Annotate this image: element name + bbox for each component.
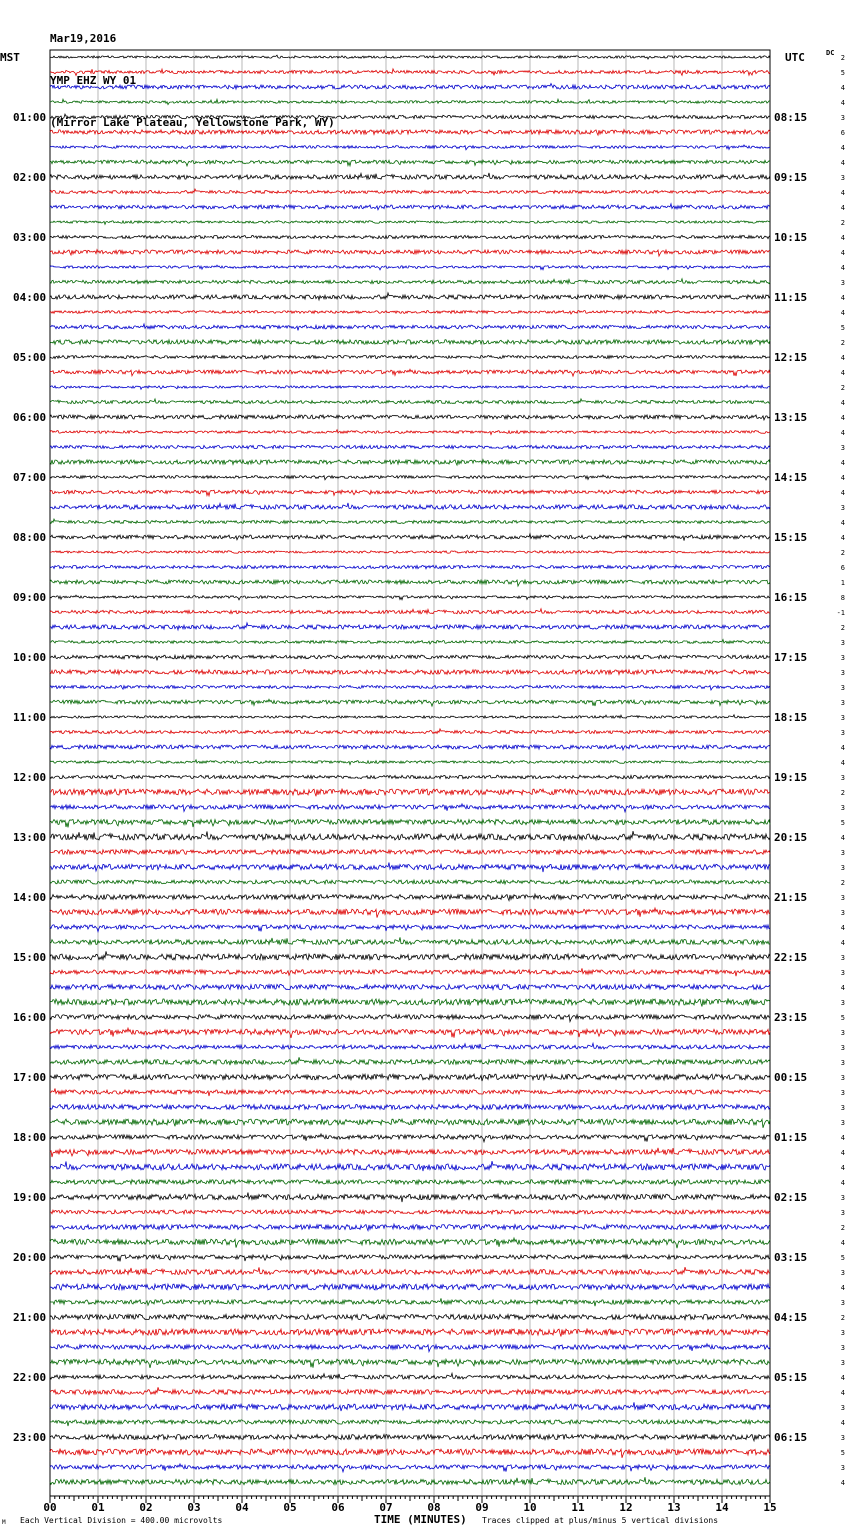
trace-17 bbox=[50, 311, 770, 314]
left-hour-label: 21:00 bbox=[13, 1311, 47, 1324]
trace-52 bbox=[50, 831, 770, 841]
left-hour-label: 15:00 bbox=[13, 951, 47, 964]
dc-offset-labels bbox=[837, 54, 845, 1487]
trace-74 bbox=[50, 1161, 770, 1171]
right-hour-label: 16:15 bbox=[774, 591, 808, 604]
trace-34 bbox=[50, 565, 770, 569]
dc-offset: 3 bbox=[840, 654, 845, 662]
x-tick-label: 07 bbox=[379, 1501, 393, 1514]
trace-12 bbox=[50, 235, 770, 238]
trace-31 bbox=[50, 519, 770, 523]
dc-offset: 3 bbox=[840, 504, 845, 512]
dc-offset: 4 bbox=[840, 429, 845, 437]
dc-offset: 3 bbox=[840, 1074, 845, 1082]
left-hour-label: 11:00 bbox=[13, 711, 47, 724]
x-tick-label: 09 bbox=[475, 1501, 489, 1514]
trace-43 bbox=[50, 699, 770, 706]
dc-offset: 3 bbox=[840, 954, 845, 962]
trace-51 bbox=[50, 819, 770, 827]
trace-47 bbox=[50, 760, 770, 765]
trace-24 bbox=[50, 415, 770, 420]
trace-68 bbox=[50, 1074, 770, 1081]
seismic-traces bbox=[50, 55, 770, 1484]
right-timezone: UTC bbox=[785, 51, 805, 64]
trace-33 bbox=[50, 551, 770, 553]
left-hour-label: 03:00 bbox=[13, 231, 47, 244]
dc-offset: 4 bbox=[840, 1149, 845, 1157]
trace-38 bbox=[50, 623, 770, 630]
dc-offset: 2 bbox=[840, 789, 845, 797]
dc-offset: 3 bbox=[840, 774, 845, 782]
trace-93 bbox=[50, 1449, 770, 1458]
dc-offset: 2 bbox=[840, 339, 845, 347]
trace-45 bbox=[50, 729, 770, 734]
dc-offset: 3 bbox=[840, 174, 845, 182]
left-hour-label: 13:00 bbox=[13, 831, 47, 844]
left-hour-label: 17:00 bbox=[13, 1071, 47, 1084]
dc-offset: 4 bbox=[840, 534, 845, 542]
dc-offset: 2 bbox=[840, 384, 845, 392]
trace-83 bbox=[50, 1298, 770, 1306]
dc-offset: 3 bbox=[840, 894, 845, 902]
dc-offset: 3 bbox=[840, 999, 845, 1007]
right-hour-label: 06:15 bbox=[774, 1431, 808, 1444]
left-timezone: MST bbox=[0, 51, 20, 64]
trace-64 bbox=[50, 1015, 770, 1022]
left-hour-label: 12:00 bbox=[13, 771, 47, 784]
trace-9 bbox=[50, 189, 770, 194]
trace-84 bbox=[50, 1314, 770, 1319]
dc-offset: 2 bbox=[840, 549, 845, 557]
dc-offset: 3 bbox=[840, 1329, 845, 1337]
trace-87 bbox=[50, 1359, 770, 1368]
trace-49 bbox=[50, 789, 770, 797]
trace-26 bbox=[50, 445, 770, 448]
trace-82 bbox=[50, 1284, 770, 1290]
right-hour-label: 23:15 bbox=[774, 1011, 808, 1024]
right-hour-label: 02:15 bbox=[774, 1191, 808, 1204]
trace-3 bbox=[50, 99, 770, 104]
left-hour-label: 09:00 bbox=[13, 591, 47, 604]
dc-label: DC bbox=[826, 49, 835, 57]
dc-offset: 3 bbox=[840, 639, 845, 647]
dc-offset: 3 bbox=[840, 1404, 845, 1412]
trace-2 bbox=[50, 84, 770, 90]
trace-41 bbox=[50, 670, 770, 675]
dc-offset: 5 bbox=[840, 1449, 845, 1457]
footer-clip-note: Traces clipped at plus/minus 5 vertical divisions bbox=[482, 1516, 719, 1525]
dc-offset: 5 bbox=[840, 819, 845, 827]
left-hour-label: 14:00 bbox=[13, 891, 47, 904]
dc-offset: 3 bbox=[840, 1344, 845, 1352]
dc-offset: 4 bbox=[840, 84, 845, 92]
trace-85 bbox=[50, 1329, 770, 1337]
trace-54 bbox=[50, 863, 770, 873]
trace-60 bbox=[50, 951, 770, 960]
trace-40 bbox=[50, 655, 770, 660]
trace-56 bbox=[50, 894, 770, 900]
right-hour-label: 20:15 bbox=[774, 831, 808, 844]
trace-29 bbox=[50, 490, 770, 496]
trace-89 bbox=[50, 1387, 770, 1395]
dc-offset: 4 bbox=[840, 744, 845, 752]
dc-offset: 5 bbox=[840, 1254, 845, 1262]
trace-28 bbox=[50, 475, 770, 480]
trace-39 bbox=[50, 640, 770, 644]
trace-90 bbox=[50, 1402, 770, 1411]
right-hour-label: 01:15 bbox=[774, 1131, 808, 1144]
trace-66 bbox=[50, 1043, 770, 1049]
dc-offset: 4 bbox=[840, 234, 845, 242]
dc-offset: 5 bbox=[840, 324, 845, 332]
trace-44 bbox=[50, 715, 770, 718]
dc-offset: 2 bbox=[840, 1224, 845, 1232]
trace-14 bbox=[50, 265, 770, 270]
left-hour-label: 18:00 bbox=[13, 1131, 47, 1144]
trace-92 bbox=[50, 1435, 770, 1441]
dc-offset: 4 bbox=[840, 519, 845, 527]
dc-offset: 2 bbox=[840, 624, 845, 632]
dc-offset: 4 bbox=[840, 1419, 845, 1427]
x-tick-label: 00 bbox=[43, 1501, 57, 1514]
dc-offset: 4 bbox=[840, 204, 845, 212]
trace-37 bbox=[50, 609, 770, 614]
dc-offset: 3 bbox=[840, 669, 845, 677]
dc-offset: 3 bbox=[840, 864, 845, 872]
dc-offset: 3 bbox=[840, 1464, 845, 1472]
trace-46 bbox=[50, 745, 770, 750]
dc-offset: 3 bbox=[840, 1029, 845, 1037]
trace-73 bbox=[50, 1148, 770, 1157]
right-hour-label: 19:15 bbox=[774, 771, 808, 784]
right-hour-label: 10:15 bbox=[774, 231, 808, 244]
dc-offset: 3 bbox=[840, 699, 845, 707]
trace-23 bbox=[50, 399, 770, 404]
right-hour-label: 00:15 bbox=[774, 1071, 808, 1084]
dc-offset: 3 bbox=[840, 114, 845, 122]
trace-35 bbox=[50, 580, 770, 586]
left-hour-label: 07:00 bbox=[13, 471, 47, 484]
trace-76 bbox=[50, 1193, 770, 1203]
dc-offset: 3 bbox=[840, 1269, 845, 1277]
dc-offset: 4 bbox=[840, 1284, 845, 1292]
footer-left-mark: M bbox=[2, 1519, 6, 1526]
header-location: (Mirror Lake Plateau, Yellowstone Park, WY) bbox=[50, 116, 335, 129]
x-tick-label: 08 bbox=[427, 1501, 441, 1514]
trace-20 bbox=[50, 355, 770, 359]
trace-27 bbox=[50, 460, 770, 466]
left-hour-label: 19:00 bbox=[13, 1191, 47, 1204]
dc-offset: 3 bbox=[840, 909, 845, 917]
dc-offset: 4 bbox=[840, 99, 845, 107]
dc-offset: 3 bbox=[840, 729, 845, 737]
trace-79 bbox=[50, 1238, 770, 1248]
trace-78 bbox=[50, 1224, 770, 1230]
right-hour-labels bbox=[774, 111, 807, 1444]
dc-offset: 6 bbox=[840, 564, 845, 572]
dc-offset: 4 bbox=[840, 369, 845, 377]
dc-offset: 3 bbox=[840, 1194, 845, 1202]
dc-offset: 3 bbox=[840, 1434, 845, 1442]
dc-offset: 4 bbox=[840, 474, 845, 482]
dc-offset: 4 bbox=[840, 759, 845, 767]
right-hour-label: 17:15 bbox=[774, 651, 808, 664]
dc-offset: 8 bbox=[840, 594, 845, 602]
trace-57 bbox=[50, 908, 770, 918]
trace-70 bbox=[50, 1105, 770, 1110]
trace-61 bbox=[50, 968, 770, 976]
dc-offset: 4 bbox=[840, 399, 845, 407]
dc-offset: 4 bbox=[840, 294, 845, 302]
dc-offset: 4 bbox=[840, 309, 845, 317]
dc-offset: 4 bbox=[840, 1179, 845, 1187]
trace-10 bbox=[50, 204, 770, 210]
trace-15 bbox=[50, 279, 770, 284]
header-station: YMP EHZ WY 01 bbox=[50, 74, 137, 87]
x-tick-label: 11 bbox=[571, 1501, 585, 1514]
header-date: Mar19,2016 bbox=[50, 32, 117, 45]
dc-offset: 2 bbox=[840, 879, 845, 887]
dc-offset: 3 bbox=[840, 969, 845, 977]
dc-offset: 2 bbox=[840, 1314, 845, 1322]
left-hour-label: 08:00 bbox=[13, 531, 47, 544]
trace-22 bbox=[50, 385, 770, 389]
dc-offset: 3 bbox=[840, 1104, 845, 1112]
dc-offset: 4 bbox=[840, 1134, 845, 1142]
dc-offset: 4 bbox=[840, 1164, 845, 1172]
dc-offset: 4 bbox=[840, 459, 845, 467]
dc-offset: 3 bbox=[840, 684, 845, 692]
trace-6 bbox=[50, 145, 770, 150]
dc-offset: 3 bbox=[840, 1299, 845, 1307]
dc-offset: 2 bbox=[840, 219, 845, 227]
x-tick-label: 15 bbox=[763, 1501, 777, 1514]
trace-4 bbox=[50, 114, 770, 119]
right-hour-label: 21:15 bbox=[774, 891, 808, 904]
trace-59 bbox=[50, 937, 770, 945]
dc-offset: 4 bbox=[840, 1239, 845, 1247]
dc-offset: 3 bbox=[840, 1089, 845, 1097]
right-hour-label: 14:15 bbox=[774, 471, 808, 484]
trace-80 bbox=[50, 1255, 770, 1262]
trace-5 bbox=[50, 130, 770, 136]
right-hour-label: 13:15 bbox=[774, 411, 808, 424]
dc-offset: 3 bbox=[840, 714, 845, 722]
trace-72 bbox=[50, 1134, 770, 1142]
trace-95 bbox=[50, 1477, 770, 1484]
dc-offset: 3 bbox=[840, 279, 845, 287]
dc-offset: 5 bbox=[840, 1014, 845, 1022]
dc-offset: 4 bbox=[840, 924, 845, 932]
dc-offset: 4 bbox=[840, 144, 845, 152]
trace-13 bbox=[50, 250, 770, 256]
dc-offset: 3 bbox=[840, 849, 845, 857]
x-tick-label: 06 bbox=[331, 1501, 345, 1514]
x-tick-label: 10 bbox=[523, 1501, 537, 1514]
trace-36 bbox=[50, 595, 770, 600]
x-tick-label: 05 bbox=[283, 1501, 297, 1514]
x-axis bbox=[43, 1496, 776, 1514]
right-hour-label: 12:15 bbox=[774, 351, 808, 364]
left-hour-label: 02:00 bbox=[13, 171, 47, 184]
trace-48 bbox=[50, 775, 770, 778]
trace-53 bbox=[50, 850, 770, 855]
dc-offset: 4 bbox=[840, 939, 845, 947]
trace-91 bbox=[50, 1420, 770, 1426]
trace-25 bbox=[50, 430, 770, 435]
dc-offset: 4 bbox=[840, 264, 845, 272]
trace-62 bbox=[50, 984, 770, 989]
trace-30 bbox=[50, 503, 770, 510]
trace-21 bbox=[50, 369, 770, 376]
dc-offset: 3 bbox=[840, 1209, 845, 1217]
trace-55 bbox=[50, 880, 770, 884]
left-hour-label: 23:00 bbox=[13, 1431, 47, 1444]
left-hour-label: 06:00 bbox=[13, 411, 47, 424]
dc-offset: 3 bbox=[840, 1359, 845, 1367]
dc-offset: 1 bbox=[840, 579, 845, 587]
left-hour-label: 04:00 bbox=[13, 291, 47, 304]
dc-offset: 6 bbox=[840, 129, 845, 137]
x-tick-label: 02 bbox=[139, 1501, 153, 1514]
trace-7 bbox=[50, 160, 770, 166]
dc-offset: 4 bbox=[840, 354, 845, 362]
trace-19 bbox=[50, 340, 770, 345]
right-hour-label: 05:15 bbox=[774, 1371, 808, 1384]
trace-18 bbox=[50, 324, 770, 330]
trace-50 bbox=[50, 804, 770, 812]
trace-16 bbox=[50, 293, 770, 300]
right-hour-label: 22:15 bbox=[774, 951, 808, 964]
left-hour-label: 22:00 bbox=[13, 1371, 47, 1384]
trace-0 bbox=[50, 55, 770, 59]
dc-offset: 5 bbox=[840, 69, 845, 77]
x-tick-label: 14 bbox=[715, 1501, 729, 1514]
dc-offset: 4 bbox=[840, 189, 845, 197]
dc-offset: 4 bbox=[840, 984, 845, 992]
dc-offset: 4 bbox=[840, 1389, 845, 1397]
dc-offset: 3 bbox=[840, 1044, 845, 1052]
x-tick-label: 04 bbox=[235, 1501, 249, 1514]
right-hour-label: 08:15 bbox=[774, 111, 808, 124]
trace-11 bbox=[50, 221, 770, 225]
dc-offset: 4 bbox=[840, 249, 845, 257]
trace-77 bbox=[50, 1210, 770, 1214]
left-hour-label: 10:00 bbox=[13, 651, 47, 664]
dc-offset: -1 bbox=[836, 609, 845, 617]
dc-offset: 4 bbox=[840, 159, 845, 167]
left-hour-label: 16:00 bbox=[13, 1011, 47, 1024]
trace-81 bbox=[50, 1267, 770, 1275]
dc-offset: 3 bbox=[840, 444, 845, 452]
left-hour-labels bbox=[13, 111, 46, 1444]
dc-offset: 4 bbox=[840, 1374, 845, 1382]
trace-1 bbox=[50, 69, 770, 76]
trace-71 bbox=[50, 1119, 770, 1128]
trace-63 bbox=[50, 999, 770, 1007]
trace-88 bbox=[50, 1373, 770, 1379]
dc-offset: 2 bbox=[840, 54, 845, 62]
right-hour-label: 15:15 bbox=[774, 531, 808, 544]
dc-offset: 3 bbox=[840, 804, 845, 812]
dc-offset: 4 bbox=[840, 489, 845, 497]
right-hour-label: 04:15 bbox=[774, 1311, 808, 1324]
right-hour-label: 18:15 bbox=[774, 711, 808, 724]
right-hour-label: 03:15 bbox=[774, 1251, 808, 1264]
trace-67 bbox=[50, 1057, 770, 1065]
footer-scale-note: Each Vertical Division = 400.00 microvolts bbox=[20, 1516, 223, 1525]
trace-86 bbox=[50, 1344, 770, 1352]
x-tick-label: 03 bbox=[187, 1501, 201, 1514]
dc-offset: 4 bbox=[840, 414, 845, 422]
left-hour-label: 05:00 bbox=[13, 351, 47, 364]
trace-42 bbox=[50, 685, 770, 690]
right-hour-label: 09:15 bbox=[774, 171, 808, 184]
dc-offset: 3 bbox=[840, 1059, 845, 1067]
x-tick-label: 13 bbox=[667, 1501, 681, 1514]
trace-32 bbox=[50, 534, 770, 541]
right-hour-label: 11:15 bbox=[774, 291, 808, 304]
x-tick-label: 01 bbox=[91, 1501, 105, 1514]
trace-94 bbox=[50, 1464, 770, 1472]
x-axis-title: TIME (MINUTES) bbox=[374, 1513, 467, 1526]
trace-75 bbox=[50, 1180, 770, 1186]
trace-8 bbox=[50, 173, 770, 179]
trace-65 bbox=[50, 1028, 770, 1038]
trace-58 bbox=[50, 925, 770, 932]
x-tick-label: 12 bbox=[619, 1501, 633, 1514]
dc-offset: 3 bbox=[840, 1119, 845, 1127]
left-hour-label: 01:00 bbox=[13, 111, 47, 124]
dc-offset: 4 bbox=[840, 1479, 845, 1487]
trace-69 bbox=[50, 1089, 770, 1097]
left-hour-label: 20:00 bbox=[13, 1251, 47, 1264]
dc-offset: 4 bbox=[840, 834, 845, 842]
